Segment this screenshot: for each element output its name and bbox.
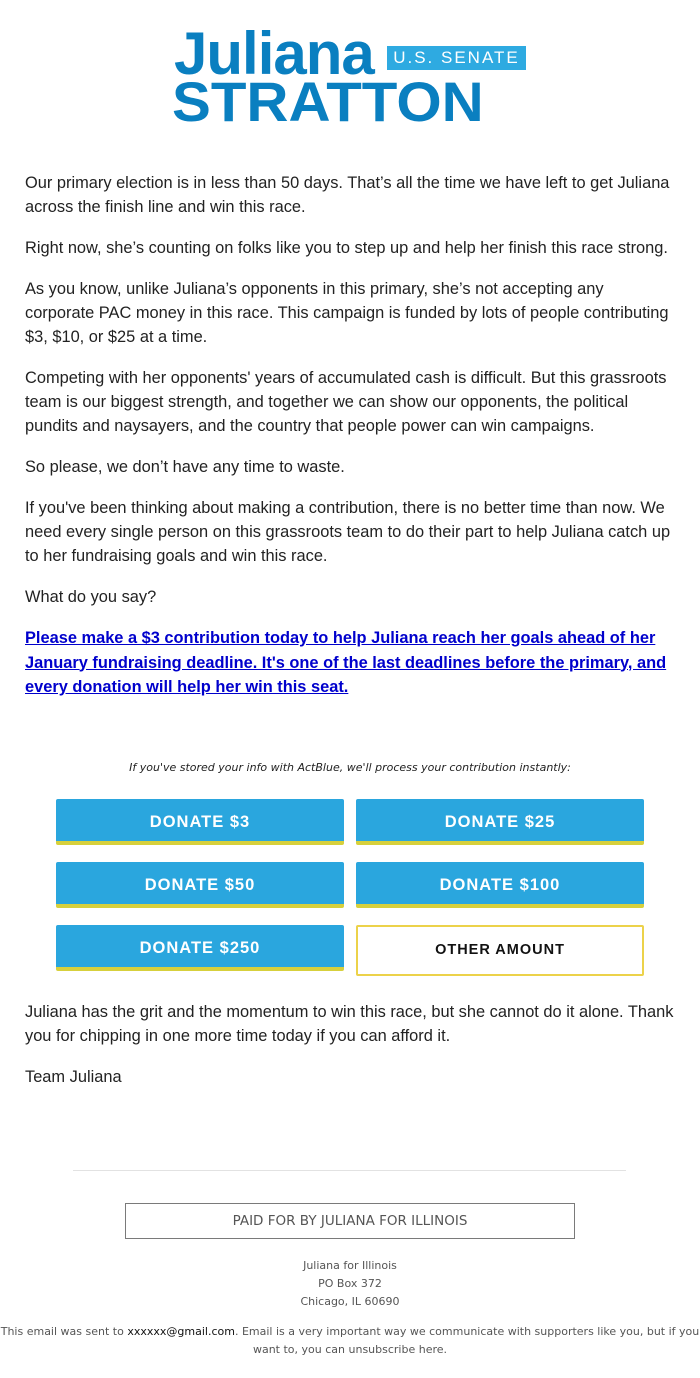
paid-for-disclaimer: PAID FOR BY JULIANA FOR ILLINOIS — [125, 1203, 575, 1239]
address-line: PO Box 372 — [318, 1277, 382, 1290]
cta-paragraph — [25, 626, 677, 700]
closing — [25, 1000, 677, 1106]
donate-100-button[interactable]: DONATE $100 — [356, 862, 644, 908]
body-paragraph: Competing with her opponents' years of accumulated cash is difficult. But this grassroots team is our biggest strength, and together we can show our opponents, the political pundits and naysayers, and the country that people power can win campaigns. — [25, 369, 667, 435]
campaign-logo — [172, 20, 532, 133]
logo-senate-badge: U.S. SENATE — [387, 46, 526, 70]
body-paragraph: Our primary election is in less than 50 days. That’s all the time we have left to get Juliana across the finish line and win this race. — [25, 174, 670, 216]
logo-first-name: Juliana — [174, 20, 374, 87]
donate-3-button[interactable]: DONATE $3 — [56, 799, 344, 845]
logo-last-name: STRATTON — [172, 70, 484, 133]
closing-paragraph: Juliana has the grit and the momentum to win this race, but she cannot do it alone. Thank you for chipping in one more time today if you can afford it. — [25, 1003, 674, 1045]
footer-notice — [0, 1323, 700, 1359]
body-paragraph: So please, we don’t have any time to waste. — [25, 458, 345, 476]
unsubscribe-link[interactable]: unsubscribe here — [348, 1343, 444, 1356]
actblue-note: If you've stored your info with ActBlue, we'll process your contribution instantly: — [129, 761, 571, 774]
body-paragraph: As you know, unlike Juliana’s opponents in this primary, she’s not accepting any corporate PAC money in this race. This campaign is funded by lots of people contributing $3, $10, or $25 at a time. — [25, 280, 669, 346]
footer-end: . — [443, 1343, 448, 1356]
sent-suffix: . Email is a very important way we communicate with supporters like you, but if you want to, you can — [234, 1325, 700, 1356]
signature: Team Juliana — [25, 1068, 122, 1086]
body-paragraph: Right now, she’s counting on folks like you to step up and help her finish this race strong. — [25, 239, 668, 257]
mailing-address — [0, 1257, 700, 1311]
email-body — [25, 171, 677, 717]
donate-250-button[interactable]: DONATE $250 — [56, 925, 344, 971]
contribute-link[interactable]: Please make a $3 contribution today to help Juliana reach her goals ahead of her January fundraising deadline. It's one of the last deadlines before the primary, and every donation will help her win this seat. — [25, 629, 667, 696]
body-paragraph: If you've been thinking about making a contribution, there is no better time than now. We need every single person on this grassroots team to do their part to help Juliana catch up to her fundraising goals and win this race. — [25, 499, 671, 565]
address-line: Chicago, IL 60690 — [300, 1295, 400, 1308]
body-paragraph: What do you say? — [25, 588, 157, 606]
other-amount-button[interactable]: OTHER AMOUNT — [356, 925, 644, 976]
donate-50-button[interactable]: DONATE $50 — [56, 862, 344, 908]
sent-prefix: This email was sent to — [0, 1325, 124, 1338]
donate-25-button[interactable]: DONATE $25 — [356, 799, 644, 845]
address-line: Juliana for Illinois — [303, 1259, 397, 1272]
recipient-email: xxxxxx@gmail.com — [127, 1325, 235, 1338]
footer-divider — [73, 1170, 626, 1171]
